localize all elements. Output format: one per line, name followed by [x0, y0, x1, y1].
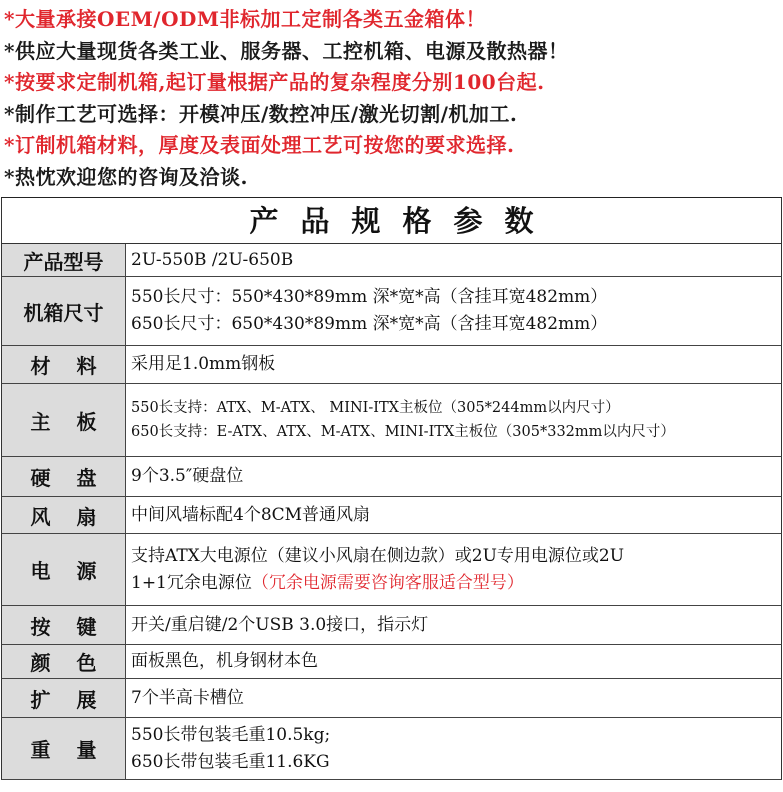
spec-title: 产品规格参数	[1, 198, 782, 244]
row-label: 材料	[2, 346, 126, 383]
row-label: 硬盘	[2, 457, 126, 496]
spec-row-buttons	[1, 606, 782, 645]
value-line: 650长带包装毛重11.6KG	[131, 751, 330, 772]
spec-row-motherboard	[1, 384, 782, 457]
value-line: 550长尺寸：550*430*89mm 深*宽*高（含挂耳宽482mm）	[131, 287, 608, 307]
spec-row-hdd	[1, 457, 782, 497]
row-value	[126, 277, 781, 345]
psu-redundant-note: （冗余电源需要咨询客服适合型号）	[251, 572, 524, 593]
row-value	[126, 679, 781, 717]
note-line: *制作工艺可选择：开模冲压/数控冲压/激光切割/机加工.	[4, 101, 518, 126]
value-line: 650长尺寸：650*430*89mm 深*宽*高（含挂耳宽482mm）	[131, 314, 608, 334]
row-label: 机箱尺寸	[2, 277, 126, 345]
row-value	[126, 244, 781, 276]
row-value	[126, 346, 781, 383]
spec-row-model	[1, 244, 782, 277]
spec-row-color	[1, 645, 782, 679]
value-line: 9个3.5″硬盘位	[131, 466, 244, 486]
row-label: 扩展	[2, 679, 126, 717]
value-line: 支持ATX大电源位（建议小风扇在侧边款）或2U专用电源位或2U	[131, 545, 625, 566]
spec-row-material	[1, 346, 782, 384]
row-label: 产品型号	[2, 244, 126, 276]
spec-row-size	[1, 277, 782, 346]
spec-table	[1, 197, 782, 780]
note-line: *按要求定制机箱,起订量根据产品的复杂程度分别100台起.	[4, 70, 545, 94]
value-line: 650长支持：E-ATX、ATX、M-ATX、MINI-ITX主板位（305*332mm以内尺寸）	[131, 424, 675, 440]
note-line: *订制机箱材料，厚度及表面处理工艺可按您的要求选择.	[4, 133, 515, 157]
row-label: 重量	[2, 718, 126, 779]
row-value	[126, 384, 781, 456]
value-line	[131, 570, 781, 597]
value-line: 采用足1.0mm钢板	[131, 354, 276, 374]
spec-row-weight	[1, 718, 782, 780]
row-value	[126, 457, 781, 496]
note-line: *供应大量现货各类工业、服务器、工控机箱、电源及散热器！	[4, 38, 569, 63]
spec-row-fan	[1, 497, 782, 534]
note-line: *热忱欢迎您的咨询及洽谈.	[4, 164, 248, 189]
note-line: *大量承接OEM/ODM非标加工定制各类五金箱体！	[4, 7, 486, 31]
value-line: 面板黑色，机身钢材本色	[131, 651, 318, 671]
row-label: 风扇	[2, 497, 126, 533]
row-label: 电源	[2, 534, 126, 605]
value-line: 7个半高卡槽位	[131, 687, 244, 708]
row-value	[126, 497, 781, 533]
row-label: 按键	[2, 606, 126, 644]
row-label: 主板	[2, 384, 126, 456]
value-line: 中间风墙标配4个8CM普通风扇	[131, 504, 371, 525]
intro-notes	[0, 0, 783, 197]
psu-redundant-text: 1+1冗余电源位	[131, 572, 252, 593]
value-line: 2U-550B /2U-650B	[131, 249, 294, 270]
row-label: 颜色	[2, 645, 126, 678]
value-line: 550长支持：ATX、M-ATX、 MINI-ITX主板位（305*244mm以内尺寸）	[131, 400, 620, 416]
spec-row-expansion	[1, 679, 782, 718]
value-line: 开关/重启键/2个USB 3.0接口，指示灯	[131, 614, 429, 635]
value-line: 550长带包装毛重10.5kg;	[131, 724, 331, 745]
row-value	[126, 718, 781, 779]
spec-row-psu	[1, 534, 782, 606]
row-value	[126, 645, 781, 678]
row-value	[126, 534, 781, 605]
row-value	[126, 606, 781, 644]
